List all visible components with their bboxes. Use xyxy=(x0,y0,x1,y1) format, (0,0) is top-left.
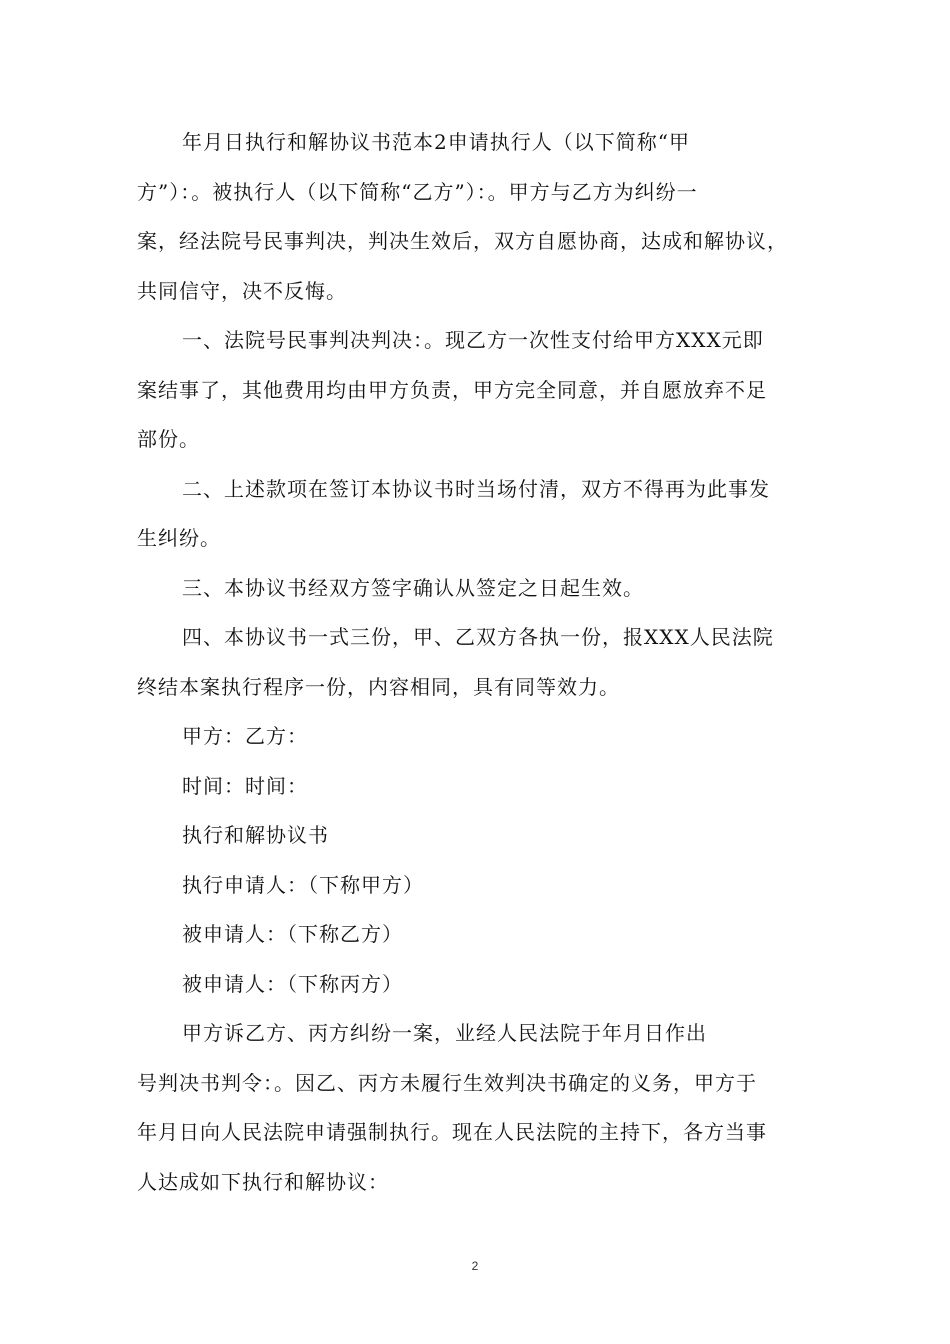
respondent-b-line: 被申请人：（下称乙方） xyxy=(182,922,403,946)
text-line-7: 部份。 xyxy=(137,427,200,451)
page-number: 2 xyxy=(471,1259,479,1273)
section-title: 执行和解协议书 xyxy=(182,823,329,847)
text-line-3: 案，经法院号民事判决，判决生效后，双方自愿协商，达成和解协议， xyxy=(137,229,788,253)
text-line-6: 案结事了，其他费用均由甲方负责，甲方完全同意，并自愿放弃不足 xyxy=(137,377,767,402)
text-line-21: 年月日向人民法院申请强制执行。现在人民法院的主持下，各方当事 xyxy=(137,1120,767,1144)
text-line-22: 人达成如下执行和解协议： xyxy=(137,1169,389,1194)
respondent-c-line: 被申请人：（下称丙方） xyxy=(182,971,403,996)
signature-time: 时间：时间： xyxy=(182,773,308,798)
text-line-2: 方”）：。被执行人（以下简称“乙方”）：。甲方与乙方为纠纷一 xyxy=(137,179,698,204)
text-line-10: 三、本协议书经双方签字确认从签定之日起生效。 xyxy=(182,575,644,600)
text-line-20: 号判决书判令：。因乙、丙方未履行生效判决书确定的义务，甲方于 xyxy=(137,1070,757,1095)
text-line-11: 四、本协议书一式三份，甲、乙双方各执一份，报XXX人民法院 xyxy=(182,625,774,649)
text-line-9: 生纠纷。 xyxy=(137,526,221,550)
text-line-1: 年月日执行和解协议书范本2申请执行人（以下简称“甲 xyxy=(182,130,690,154)
text-line-12: 终结本案执行程序一份，内容相同，具有同等效力。 xyxy=(137,674,620,699)
document-body xyxy=(137,118,820,1207)
applicant-line: 执行申请人：（下称甲方） xyxy=(182,872,424,897)
text-line-4: 共同信守，决不反悔。 xyxy=(137,278,347,303)
text-line-8: 二、上述款项在签订本协议书时当场付清，双方不得再为此事发 xyxy=(182,476,770,501)
text-line-19: 甲方诉乙方、丙方纠纷一案，业经人民法院于年月日作出 xyxy=(182,1021,707,1045)
text-line-5: 一、法院号民事判决判决：。现乙方一次性支付给甲方XXX元即 xyxy=(182,328,764,352)
signature-parties: 甲方：乙方： xyxy=(182,724,308,748)
